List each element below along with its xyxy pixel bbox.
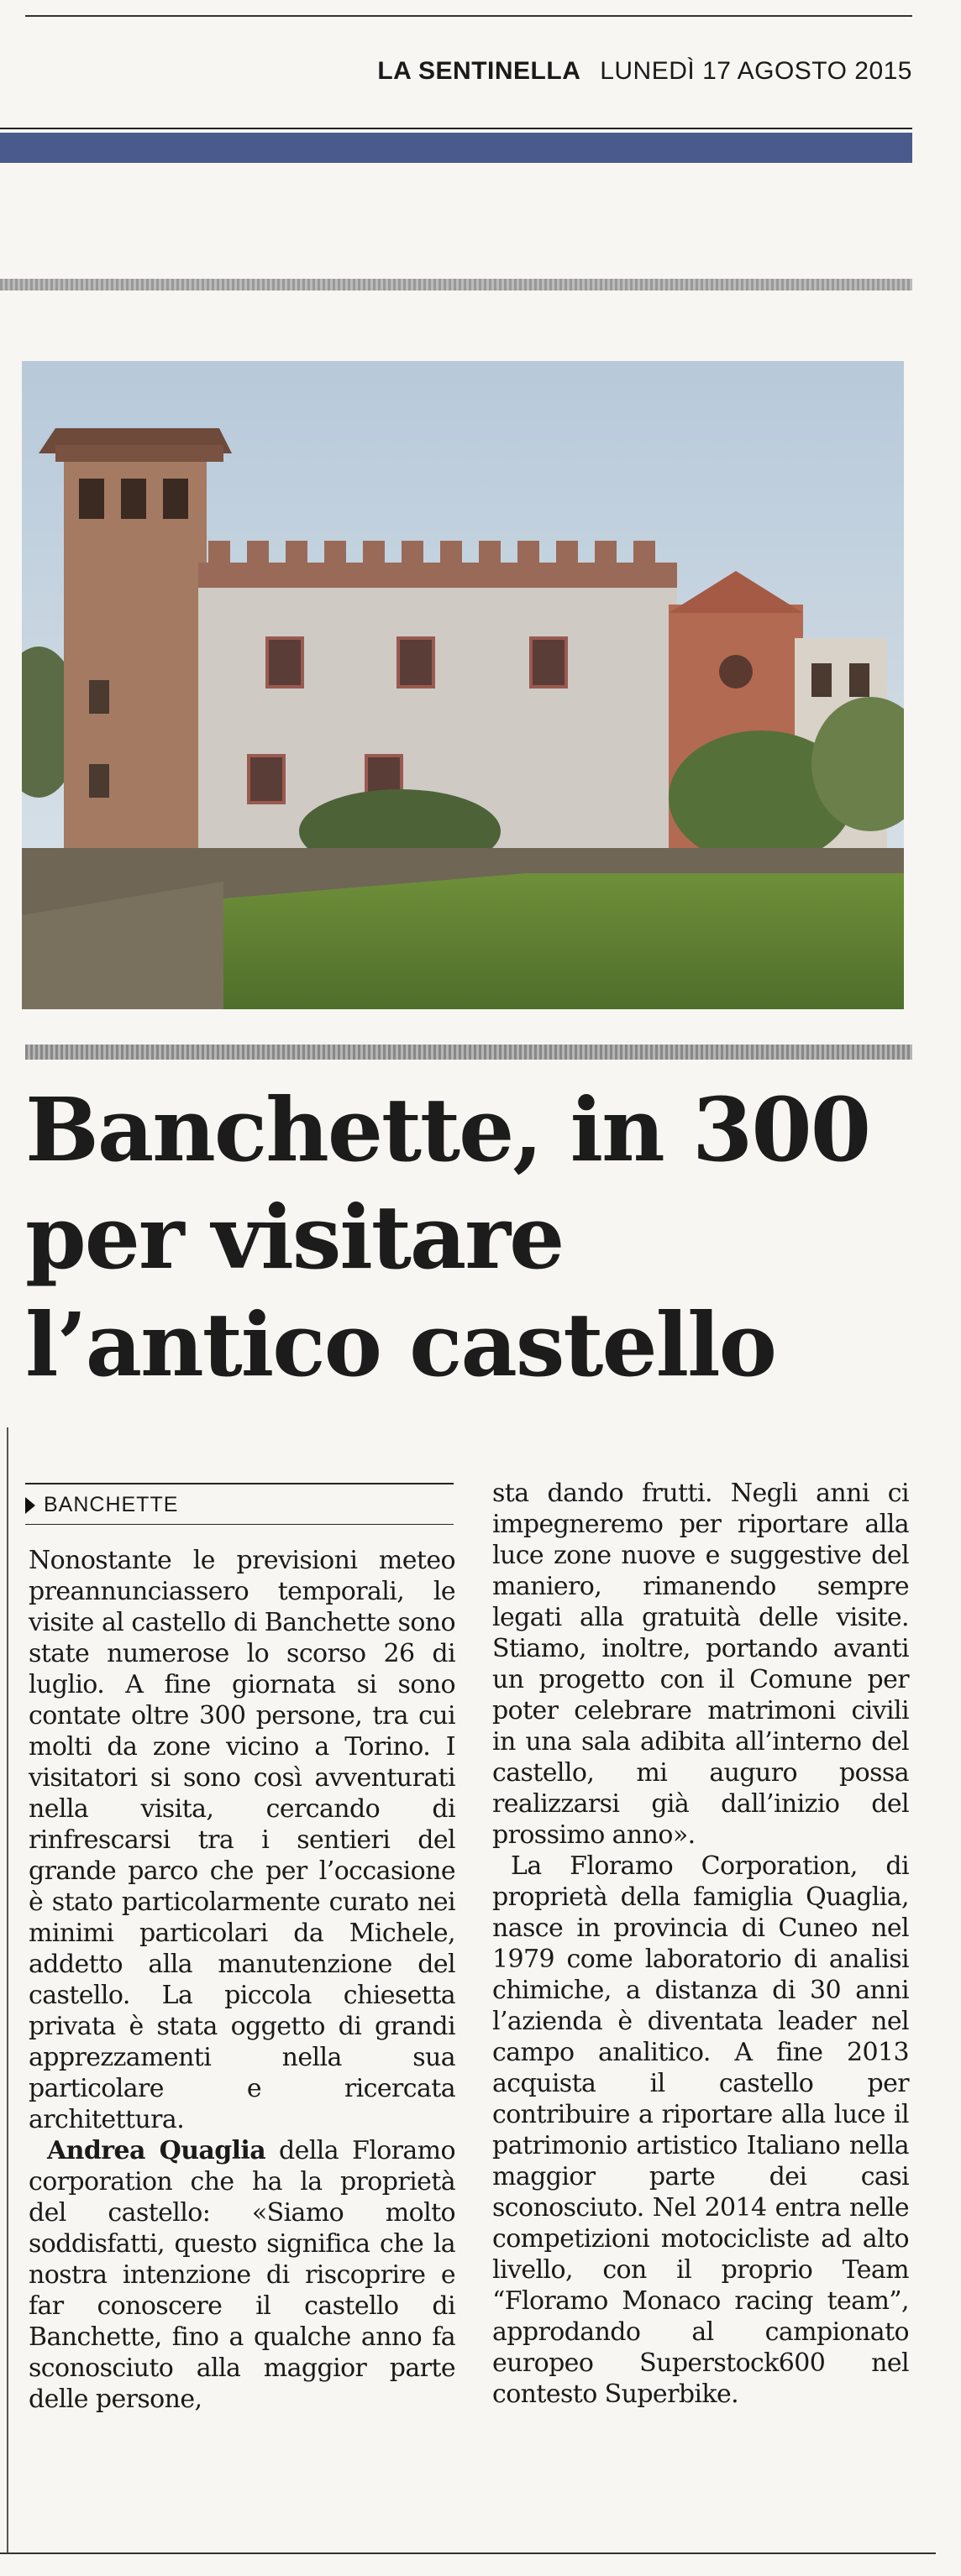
bottom-rule	[0, 2552, 936, 2554]
headline-line: per visitare	[25, 1186, 564, 1289]
section-label	[25, 1483, 454, 1525]
article-paragraph: La Floramo Corporation, di proprietà della famiglia Quaglia, nasce in provincia di Cuneo nel 1979 come laboratorio di analisi chimiche, a distanza di 30 anni l’azienda è diventata leader nel campo analitico. A fine 2013 acquista il castello per contribuire a riportare alla luce il patrimonio artistico Italiano nella maggior parte dei casi sconosciuto. Nel 2014 entra nelle competizioni motocicliste ad alto livello, con il proprio Team “Floramo Monaco racing team”, approdando al campionato europeo Superstock600 nel contesto Superbike.	[492, 1851, 909, 2409]
article-column-2	[492, 1478, 909, 2410]
top-rule	[25, 15, 912, 17]
headline	[25, 1076, 916, 1399]
headline-line: Banchette, in 300	[25, 1078, 870, 1181]
section-name: BANCHETTE	[44, 1493, 179, 1516]
paragraph-text: della Floramo corporation che ha la proprietà del castello: «Siamo molto soddisfatti, questo significa che la nostra intenzione di riscoprire e far conoscere il castello di Banchette, fino a qualche anno fa sconosciuto alla maggior parte delle persone,	[29, 2136, 455, 2414]
triangle-icon	[25, 1497, 35, 1514]
issue-date: LUNEDÌ 17 AGOSTO 2015	[600, 57, 912, 85]
article-paragraph: Nonostante le previsioni meteo preannunciassero temporali, le visite al castello di Banchette sono state numerose lo scorso 26 di luglio. A fine giornata si sono contate oltre 300 persone, tra cui molti da zone vicino a Torino. I visitatori si sono così avventurati nella visita, cercando di rinfrescarsi tra i sentieri del grande parco che per l’occasione è stato particolarmente curato nei minimi particolari da Michele, addetto alla manutenzione del castello. La piccola chiesetta privata è stata oggetto di grandi apprezzamenti nella sua particolare e ricercata architettura.	[29, 1546, 455, 2134]
headline-line: l’antico castello	[25, 1293, 776, 1396]
blue-band	[0, 133, 912, 163]
side-rule	[7, 1427, 8, 2552]
castle-illustration	[22, 361, 904, 1009]
article-paragraph: sta dando frutti. Negli anni ci impegneremo per riportare alla luce zone nuove e suggestive del maniero, rimanendo sempre legati alla gratuità delle visite. Stiamo, inoltre, portando avanti un progetto con il Comune per poter celebrare matrimoni civili in una sala adibita all’interno del castello, mi auguro possa realizzarsi già dall’inizio del prossimo anno».	[492, 1479, 909, 1850]
newspaper-name: LA SENTINELLA	[377, 57, 581, 85]
gray-band	[0, 279, 912, 291]
mid-band	[25, 1045, 912, 1060]
masthead	[377, 57, 912, 86]
band-rule	[0, 128, 912, 129]
article-column-1	[29, 1545, 455, 2415]
article-paragraph	[29, 2135, 455, 2415]
castle-photo	[22, 361, 904, 1009]
person-name: Andrea Quaglia	[47, 2136, 266, 2165]
